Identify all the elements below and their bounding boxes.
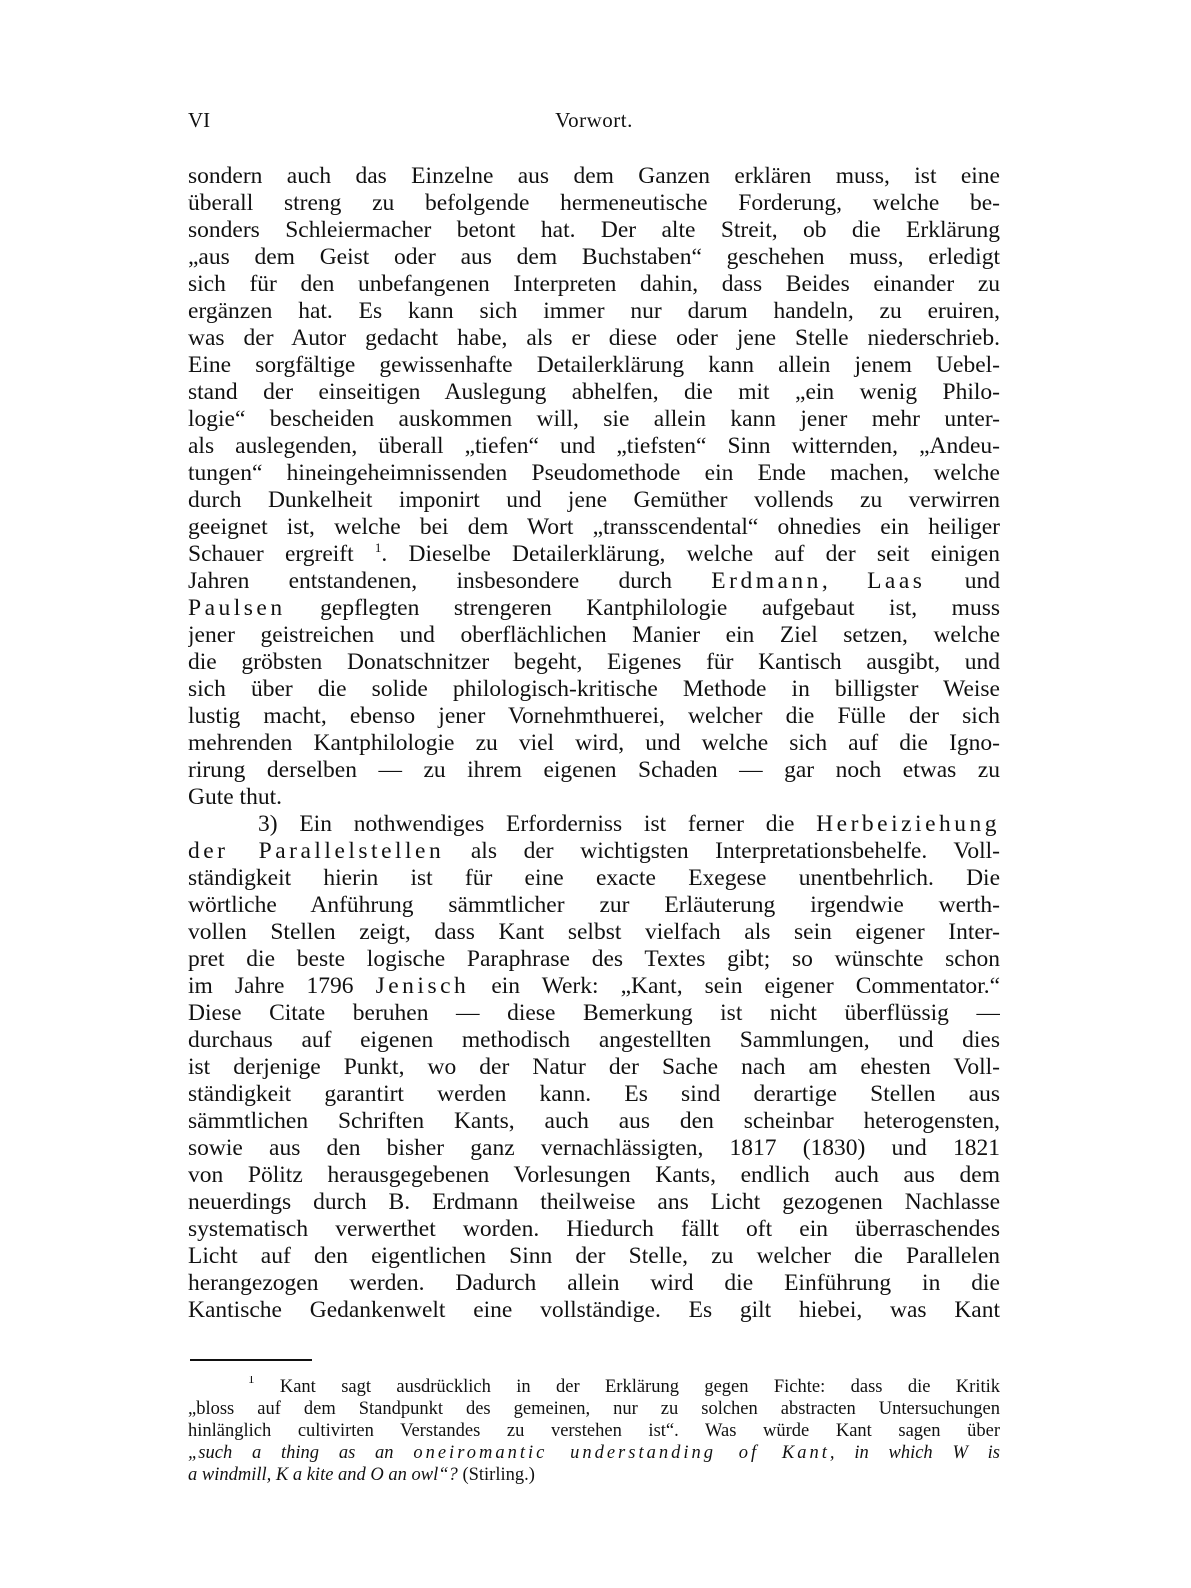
text-line: durch Dunkelheit imponirt und jene Gemüther vollends zu verwirren: [188, 487, 1000, 513]
text-line: was der Autor gedacht habe, als er diese oder jene Stelle niederschrieb.: [188, 325, 1000, 351]
italic-run: , in which W is: [829, 1443, 1000, 1463]
footnote: [188, 1376, 1000, 1486]
footnote-line: [188, 1464, 1000, 1486]
text-line: Gute thut.: [188, 784, 282, 810]
running-title: Vorwort.: [555, 108, 633, 132]
text-run: Jahren entstandenen, insbesondere durch: [188, 568, 712, 594]
text-line: [188, 541, 1000, 568]
text-run: im Jahre 1796: [188, 973, 376, 999]
text-line: als auslegenden, überall „tiefen“ und „tiefsten“ Sinn witternden, „Andeu-: [188, 433, 1000, 459]
italic-run: a windmill, K a kite and O an owl“?: [188, 1465, 458, 1485]
text-line: herangezogen werden. Dadurch allein wird die Einführung in die: [188, 1270, 1000, 1296]
text-line: sich für den unbefangenen Interpreten dahin, dass Beides einander zu: [188, 271, 1000, 297]
text-run: (Stirling.): [457, 1465, 535, 1485]
text-line: rirung derselben — zu ihrem eigenen Schaden — gar noch etwas zu: [188, 757, 1000, 783]
text-run: Kant sagt ausdrücklich in der Erklärung gegen Fichte: dass die Kritik: [254, 1377, 1000, 1397]
text-line: ständigkeit garantirt werden kann. Es sind derartige Stellen aus: [188, 1081, 1000, 1107]
footnote-line: [188, 1376, 1000, 1398]
text-line: ständigkeit hierin ist für eine exacte Exegese unentbehrlich. Die: [188, 865, 1000, 891]
text-line: [188, 973, 1000, 1000]
text-run: und: [925, 568, 1000, 594]
text-line: „aus dem Geist oder aus dem Buchstaben“ geschehen muss, erledigt: [188, 244, 1000, 270]
text-line: [188, 568, 1000, 595]
footnote-line: „bloss auf dem Standpunkt des gemeinen, nur zu solchen abstracten Untersuchungen: [188, 1399, 1000, 1419]
footnote-marker: 1: [248, 1376, 255, 1386]
text-run: . Dieselbe Detailerklärung, welche auf der seit einigen: [381, 541, 1000, 567]
text-line: tungen“ hineingeheimnissenden Pseudomethode ein Ende machen, welche: [188, 460, 1000, 486]
text-run: 3) Ein nothwendiges Erforderniss ist ferner die: [258, 811, 817, 837]
spaced-term: Herbeiziehung: [816, 811, 1000, 837]
italic-run: „such a thing as an: [188, 1443, 414, 1463]
text-line: wörtliche Anführung sämmtlicher zur Erläuterung irgendwie werth-: [188, 892, 1000, 918]
text-line: pret die beste logische Paraphrase des Textes gibt; so wünschte schon: [188, 946, 1000, 972]
spaced-name: Jenisch: [375, 973, 470, 999]
text-line: Kantische Gedankenwelt eine vollständige. Es gilt hiebei, was Kant: [188, 1297, 1000, 1323]
text-run: ,: [821, 568, 868, 594]
text-line: sämmtlichen Schriften Kants, auch aus den scheinbar heterogensten,: [188, 1108, 1000, 1134]
text-line: [188, 838, 1000, 865]
text-line: stand der einseitigen Auslegung abhelfen, die mit „ein wenig Philo-: [188, 379, 1000, 405]
text-line: neuerdings durch B. Erdmann theilweise ans Licht gezogenen Nachlasse: [188, 1189, 1000, 1215]
footnote-line: [188, 1442, 1000, 1464]
text-line: sowie aus den bisher ganz vernachlässigten, 1817 (1830) und 1821: [188, 1135, 1000, 1161]
spaced-name: Laas: [867, 568, 926, 594]
text-line: mehrenden Kantphilologie zu viel wird, und welche sich auf die Igno-: [188, 730, 1000, 756]
text-line: sich über die solide philologisch-kritische Methode in billigster Weise: [188, 676, 1000, 702]
text-run: gepflegten strengeren Kantphilologie aufgebaut ist, muss: [285, 595, 1000, 621]
text-line: systematisch verwerthet worden. Hiedurch fällt oft ein überraschendes: [188, 1216, 1000, 1242]
text-line: Eine sorgfältige gewissenhafte Detailerklärung kann allein jenem Uebel-: [188, 352, 1000, 378]
text-line: Licht auf den eigentlichen Sinn der Stelle, zu welcher die Parallelen: [188, 1243, 1000, 1269]
text-run: als der wichtigsten Interpretationsbehelfe. Voll-: [444, 838, 1000, 864]
spaced-name: Paulsen: [188, 595, 286, 621]
text-line: [188, 595, 1000, 622]
text-line: ergänzen hat. Es kann sich immer nur darum handeln, zu eruiren,: [188, 298, 1000, 324]
text-line: geeignet ist, welche bei dem Wort „transscendental“ ohnedies ein heiliger: [188, 514, 1000, 540]
footnote-reference: 1: [374, 541, 382, 555]
text-line: ist derjenige Punkt, wo der Natur der Sache nach am ehesten Voll-: [188, 1054, 1000, 1080]
text-run: Schauer ergreift: [188, 541, 375, 567]
text-line: jener geistreichen und oberflächlichen Manier ein Ziel setzen, welche: [188, 622, 1000, 648]
page-number: VI: [188, 108, 211, 132]
spaced-italic-run: oneiromantic understanding of Kant: [413, 1443, 830, 1463]
footnote-line: hinlänglich cultivirten Verstandes zu verstehen ist“. Was würde Kant sagen über: [188, 1421, 1000, 1441]
text-line: Diese Citate beruhen — diese Bemerkung ist nicht überflüssig —: [188, 1000, 1000, 1026]
text-line: von Pölitz herausgegebenen Vorlesungen Kants, endlich auch aus dem: [188, 1162, 1000, 1188]
text-line: vollen Stellen zeigt, dass Kant selbst vielfach als sein eigener Inter-: [188, 919, 1000, 945]
text-line: [188, 811, 1000, 838]
text-line: sondern auch das Einzelne aus dem Ganzen erklären muss, ist eine: [188, 163, 1000, 189]
spaced-name: Erdmann: [711, 568, 822, 594]
spaced-term: der Parallelstellen: [188, 838, 445, 864]
text-line: lustig macht, ebenso jener Vornehmthuerei, welcher die Fülle der sich: [188, 703, 1000, 729]
text-line: durchaus auf eigenen methodisch angestellten Sammlungen, und dies: [188, 1027, 1000, 1053]
text-run: ein Werk: „Kant, sein eigener Commentator.“: [469, 973, 1000, 999]
text-line: die gröbsten Donatschnitzer begeht, Eigenes für Kantisch ausgibt, und: [188, 649, 1000, 675]
footnote-separator: [190, 1359, 312, 1361]
text-line: logie“ bescheiden auskommen will, sie allein kann jener mehr unter-: [188, 406, 1000, 432]
main-text: [188, 163, 1000, 1324]
running-header: [188, 108, 1000, 140]
text-line: überall streng zu befolgende hermeneutische Forderung, welche be-: [188, 190, 1000, 216]
text-line: sonders Schleiermacher betont hat. Der alte Streit, ob die Erklärung: [188, 217, 1000, 243]
